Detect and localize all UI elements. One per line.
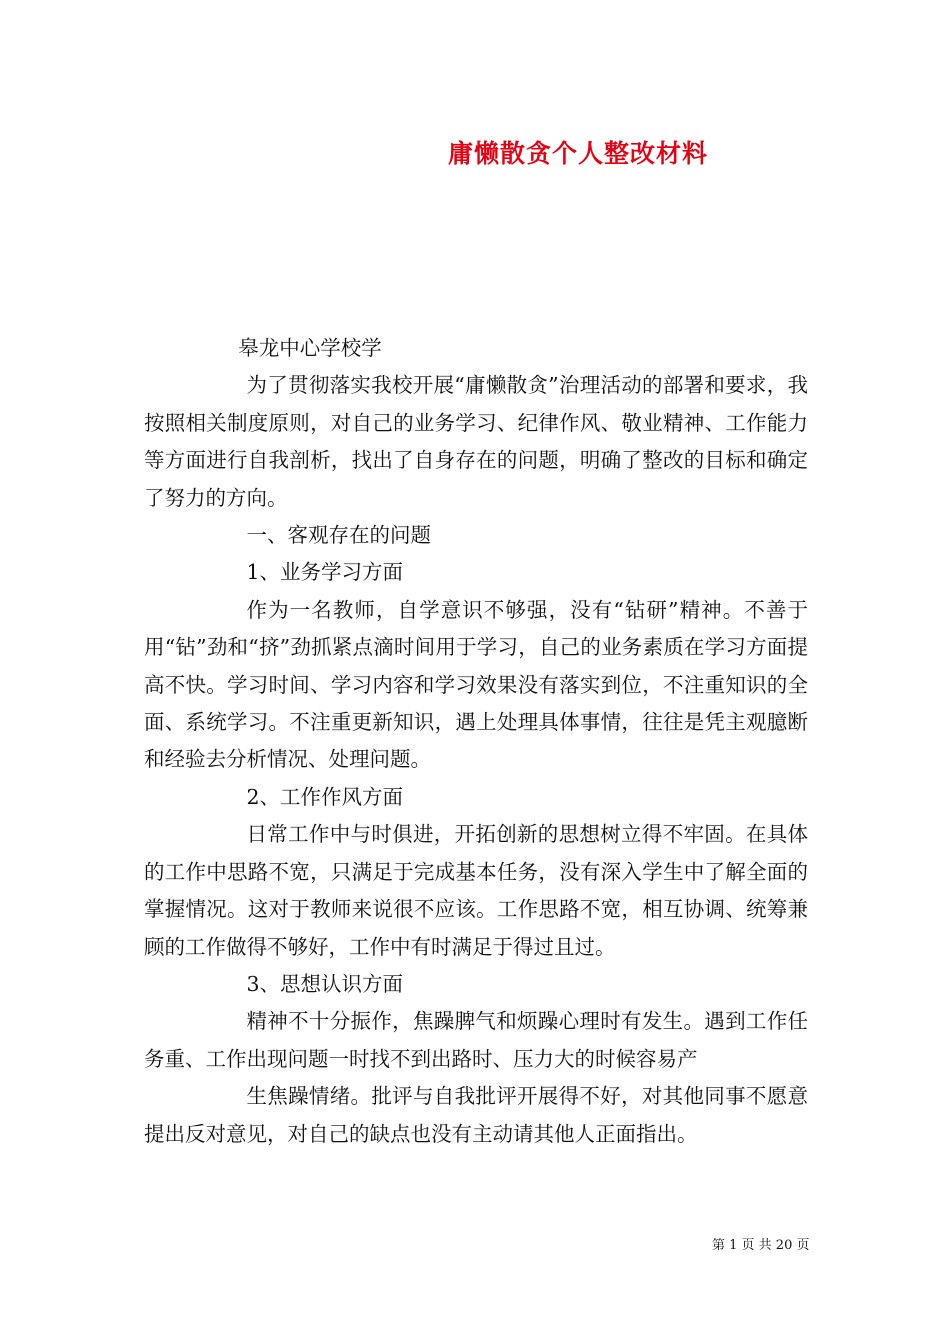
page-number-footer: 第 1 页 共 20 页 [712, 1238, 810, 1253]
document-title: 庸懒散贪个人整改材料 [448, 139, 709, 168]
intro-paragraph: 为了贯彻落实我校开展“庸懒散贪”治理活动的部署和要求，我按照相关制度原则，对自己的业务学习、纪律作风、敬业精神、工作能力等方面进行自我剖析，找出了自身存在的问题，明确了整改的目标和确定了努力的方向。 [144, 373, 808, 510]
body-paragraph: 日常工作中与时俱进，开拓创新的思想树立得不牢固。在具体的工作中思路不宽，只满足于完成基本任务，没有深入学生中了解全面的掌握情况。这对于教师来说很不应该。工作思路不宽，相互协调、统筹兼顾的工作做得不够好，工作中有时满足于得过且过。 [144, 822, 808, 959]
body-paragraph: 生焦躁情绪。批评与自我批评开展得不好，对其他同事不愿意提出反对意见，对自己的缺点也没有主动请其他人正面指出。 [144, 1084, 808, 1146]
body-paragraph: 作为一名教师，自学意识不够强，没有“钻研”精神。不善于用“钻”劲和“挤”劲抓紧点滴时间用于学习，自己的业务素质在学习方面提高不快。学习时间、学习内容和学习效果没有落实到位，不注重知识的全面、系统学习。不注重更新知识，遇上处理具体事情，往往是凭主观臆断和经验去分析情况、处理问题。 [144, 597, 808, 772]
body-paragraph: 精神不十分振作，焦躁脾气和烦躁心理时有发生。遇到工作任务重、工作出现问题一时找不到出路时、压力大的时候容易产 [144, 1009, 808, 1071]
school-line: 皋龙中心学校学 [238, 336, 382, 360]
section-heading: 一、客观存在的问题 [246, 523, 431, 548]
subsection-heading: 3、思想认识方面 [246, 971, 404, 996]
subsection-heading: 1、业务学习方面 [246, 560, 404, 585]
subsection-heading: 2、工作作风方面 [246, 784, 404, 809]
document-body [144, 330, 808, 1153]
